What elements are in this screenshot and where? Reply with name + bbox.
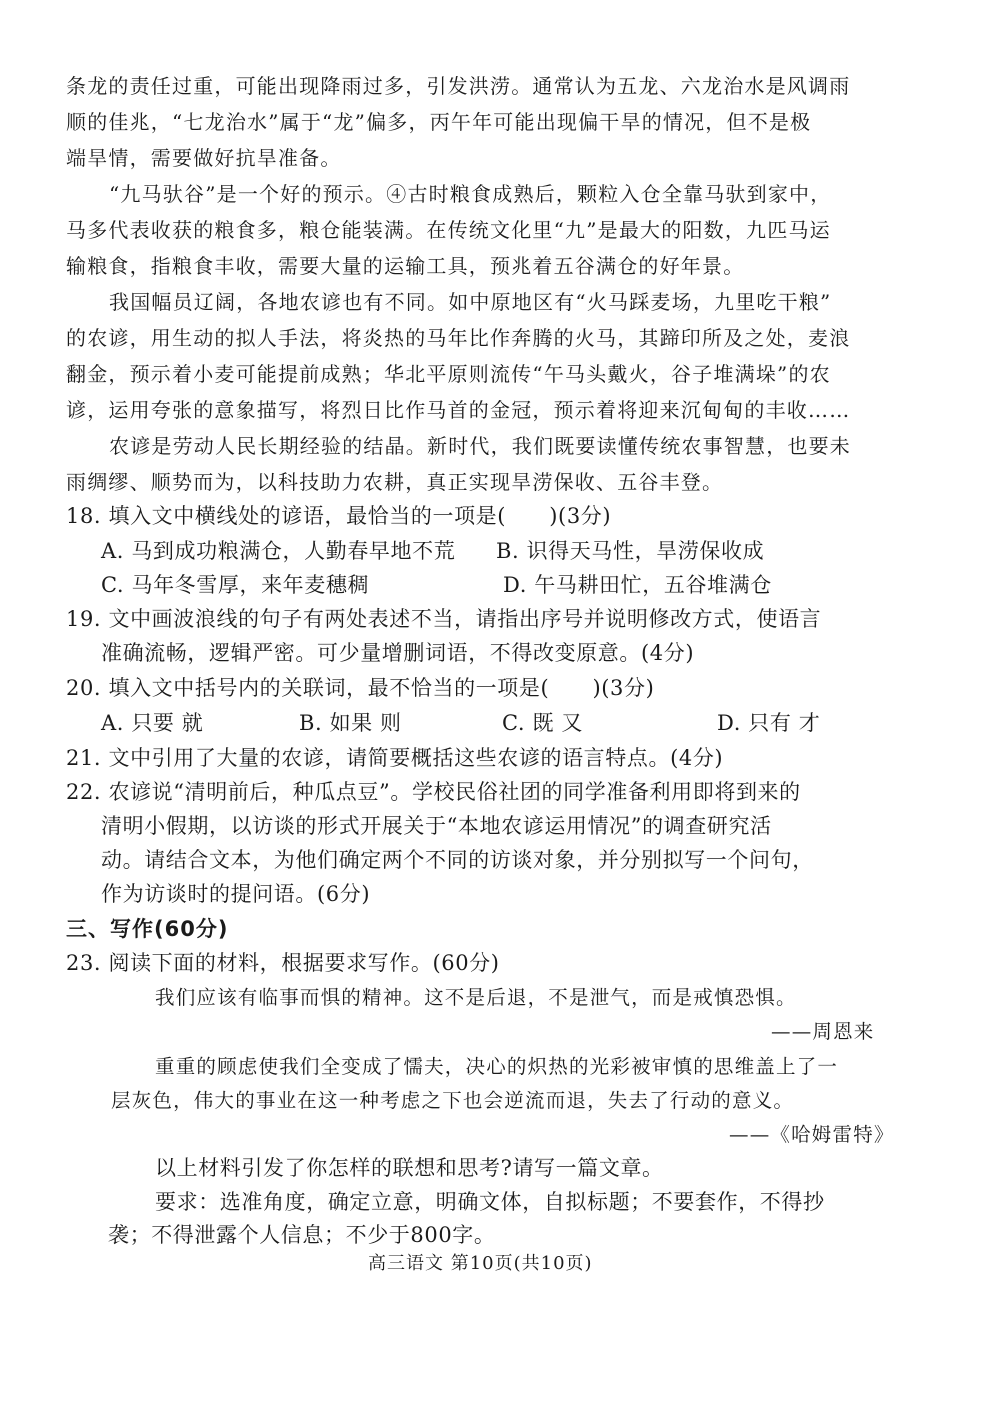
q20-option-a: A. 只要 就 [101,711,204,735]
section-3-heading: 三、写作(60分) [66,917,229,941]
passage-line: 谚，运用夸张的意象描写，将烈日比作马首的金冠，预示着将迎来沉甸甸的丰收…… [66,398,851,422]
passage-line: 农谚是劳动人民长期经验的结晶。新时代，我们既要读懂传统农事智慧，也要未 [109,434,851,458]
passage-line: 端旱情，需要做好抗旱准备。 [66,146,342,170]
quote-2-line: 层灰色，伟大的事业在这一种考虑之下也会逆流而退，失去了行动的意义。 [111,1089,795,1112]
quote-1: 我们应该有临事而惧的精神。这不是后退，不是泄气，而是戒慎恐惧。 [155,986,797,1009]
question-22-line: 清明小假期，以访谈的形式开展关于“本地农谚运用情况”的调查研究活 [101,814,772,838]
question-20-stem: 20. 填入文中括号内的关联词，最不恰当的一项是( )(3分) [66,676,655,700]
passage-line: 马多代表收获的粮食多，粮仓能装满。在传统文化里“九”是最大的阳数，九匹马运 [66,218,831,242]
page-footer: 高三语文 第10页(共10页) [368,1253,593,1274]
passage-line: 条龙的责任过重，可能出现降雨过多，引发洪涝。通常认为五龙、六龙治水是风调雨 [66,74,851,98]
q20-option-c: C. 既 又 [502,711,583,735]
question-21: 21. 文中引用了大量的农谚，请简要概括这些农谚的语言特点。(4分) [66,746,724,770]
passage-line: “九马驮谷”是一个好的预示。④古时粮食成熟后，颗粒入仓全靠马驮到家中， [109,182,832,206]
question-19-line: 准确流畅，逻辑严密。可少量增删词语，不得改变原意。(4分) [101,641,695,665]
question-23-stem: 23. 阅读下面的材料，根据要求写作。(60分) [66,951,500,975]
passage-line: 顺的佳兆，“七龙治水”属于“龙”偏多，丙午年可能出现偏干旱的情况，但不是极 [66,110,812,134]
quote-1-source: ——周恩来 [771,1020,875,1043]
q18-option-c: C. 马年冬雪厚，来年麦穗稠 [101,573,370,597]
quote-2-line: 重重的顾虑使我们全变成了懦夫，决心的炽热的光彩被审慎的思维盖上了一 [155,1055,839,1078]
writing-requirements-line: 要求：选准角度，确定立意，明确文体，自拟标题；不要套作，不得抄 [155,1190,825,1214]
question-22-line: 22. 农谚说“清明前后，种瓜点豆”。学校民俗社团的同学准备利用即将到来的 [66,780,801,804]
passage-line: 的农谚，用生动的拟人手法，将炎热的马年比作奔腾的火马，其蹄印所及之处，麦浪 [66,326,851,350]
q18-option-d: D. 午马耕田忙，五谷堆满仓 [503,573,772,597]
passage-line: 雨绸缪、顺势而为，以科技助力农耕，真正实现旱涝保收、五谷丰登。 [66,470,724,494]
writing-requirements-line: 袭；不得泄露个人信息；不少于800字。 [108,1223,496,1247]
q20-option-b: B. 如果 则 [299,711,402,735]
q20-option-d: D. 只有 才 [717,711,821,735]
passage-line: 我国幅员辽阔，各地农谚也有不同。如中原地区有“火马踩麦场，九里吃干粮” [109,290,832,314]
question-18-stem: 18. 填入文中横线处的谚语，最恰当的一项是( )(3分) [66,504,612,528]
passage-line: 翻金，预示着小麦可能提前成熟；华北平原则流传“午马头戴火，谷子堆满垛”的农 [66,362,831,386]
q18-option-b: B. 识得天马性，旱涝保收成 [496,539,765,563]
quote-2-source: ——《哈姆雷特》 [729,1123,895,1146]
question-19-line: 19. 文中画波浪线的句子有两处表述不当，请指出序号并说明修改方式，使语言 [66,607,822,631]
passage-line: 输粮食，指粮食丰收，需要大量的运输工具，预兆着五谷满仓的好年景。 [66,254,745,278]
writing-prompt: 以上材料引发了你怎样的联想和思考?请写一篇文章。 [155,1156,664,1180]
question-22-line: 动。请结合文本，为他们确定两个不同的访谈对象，并分别拟写一个问句， [101,848,814,872]
q18-option-a: A. 马到成功粮满仓，人勤春早地不荒 [101,539,456,563]
question-22-line: 作为访谈时的提问语。(6分) [101,882,371,906]
